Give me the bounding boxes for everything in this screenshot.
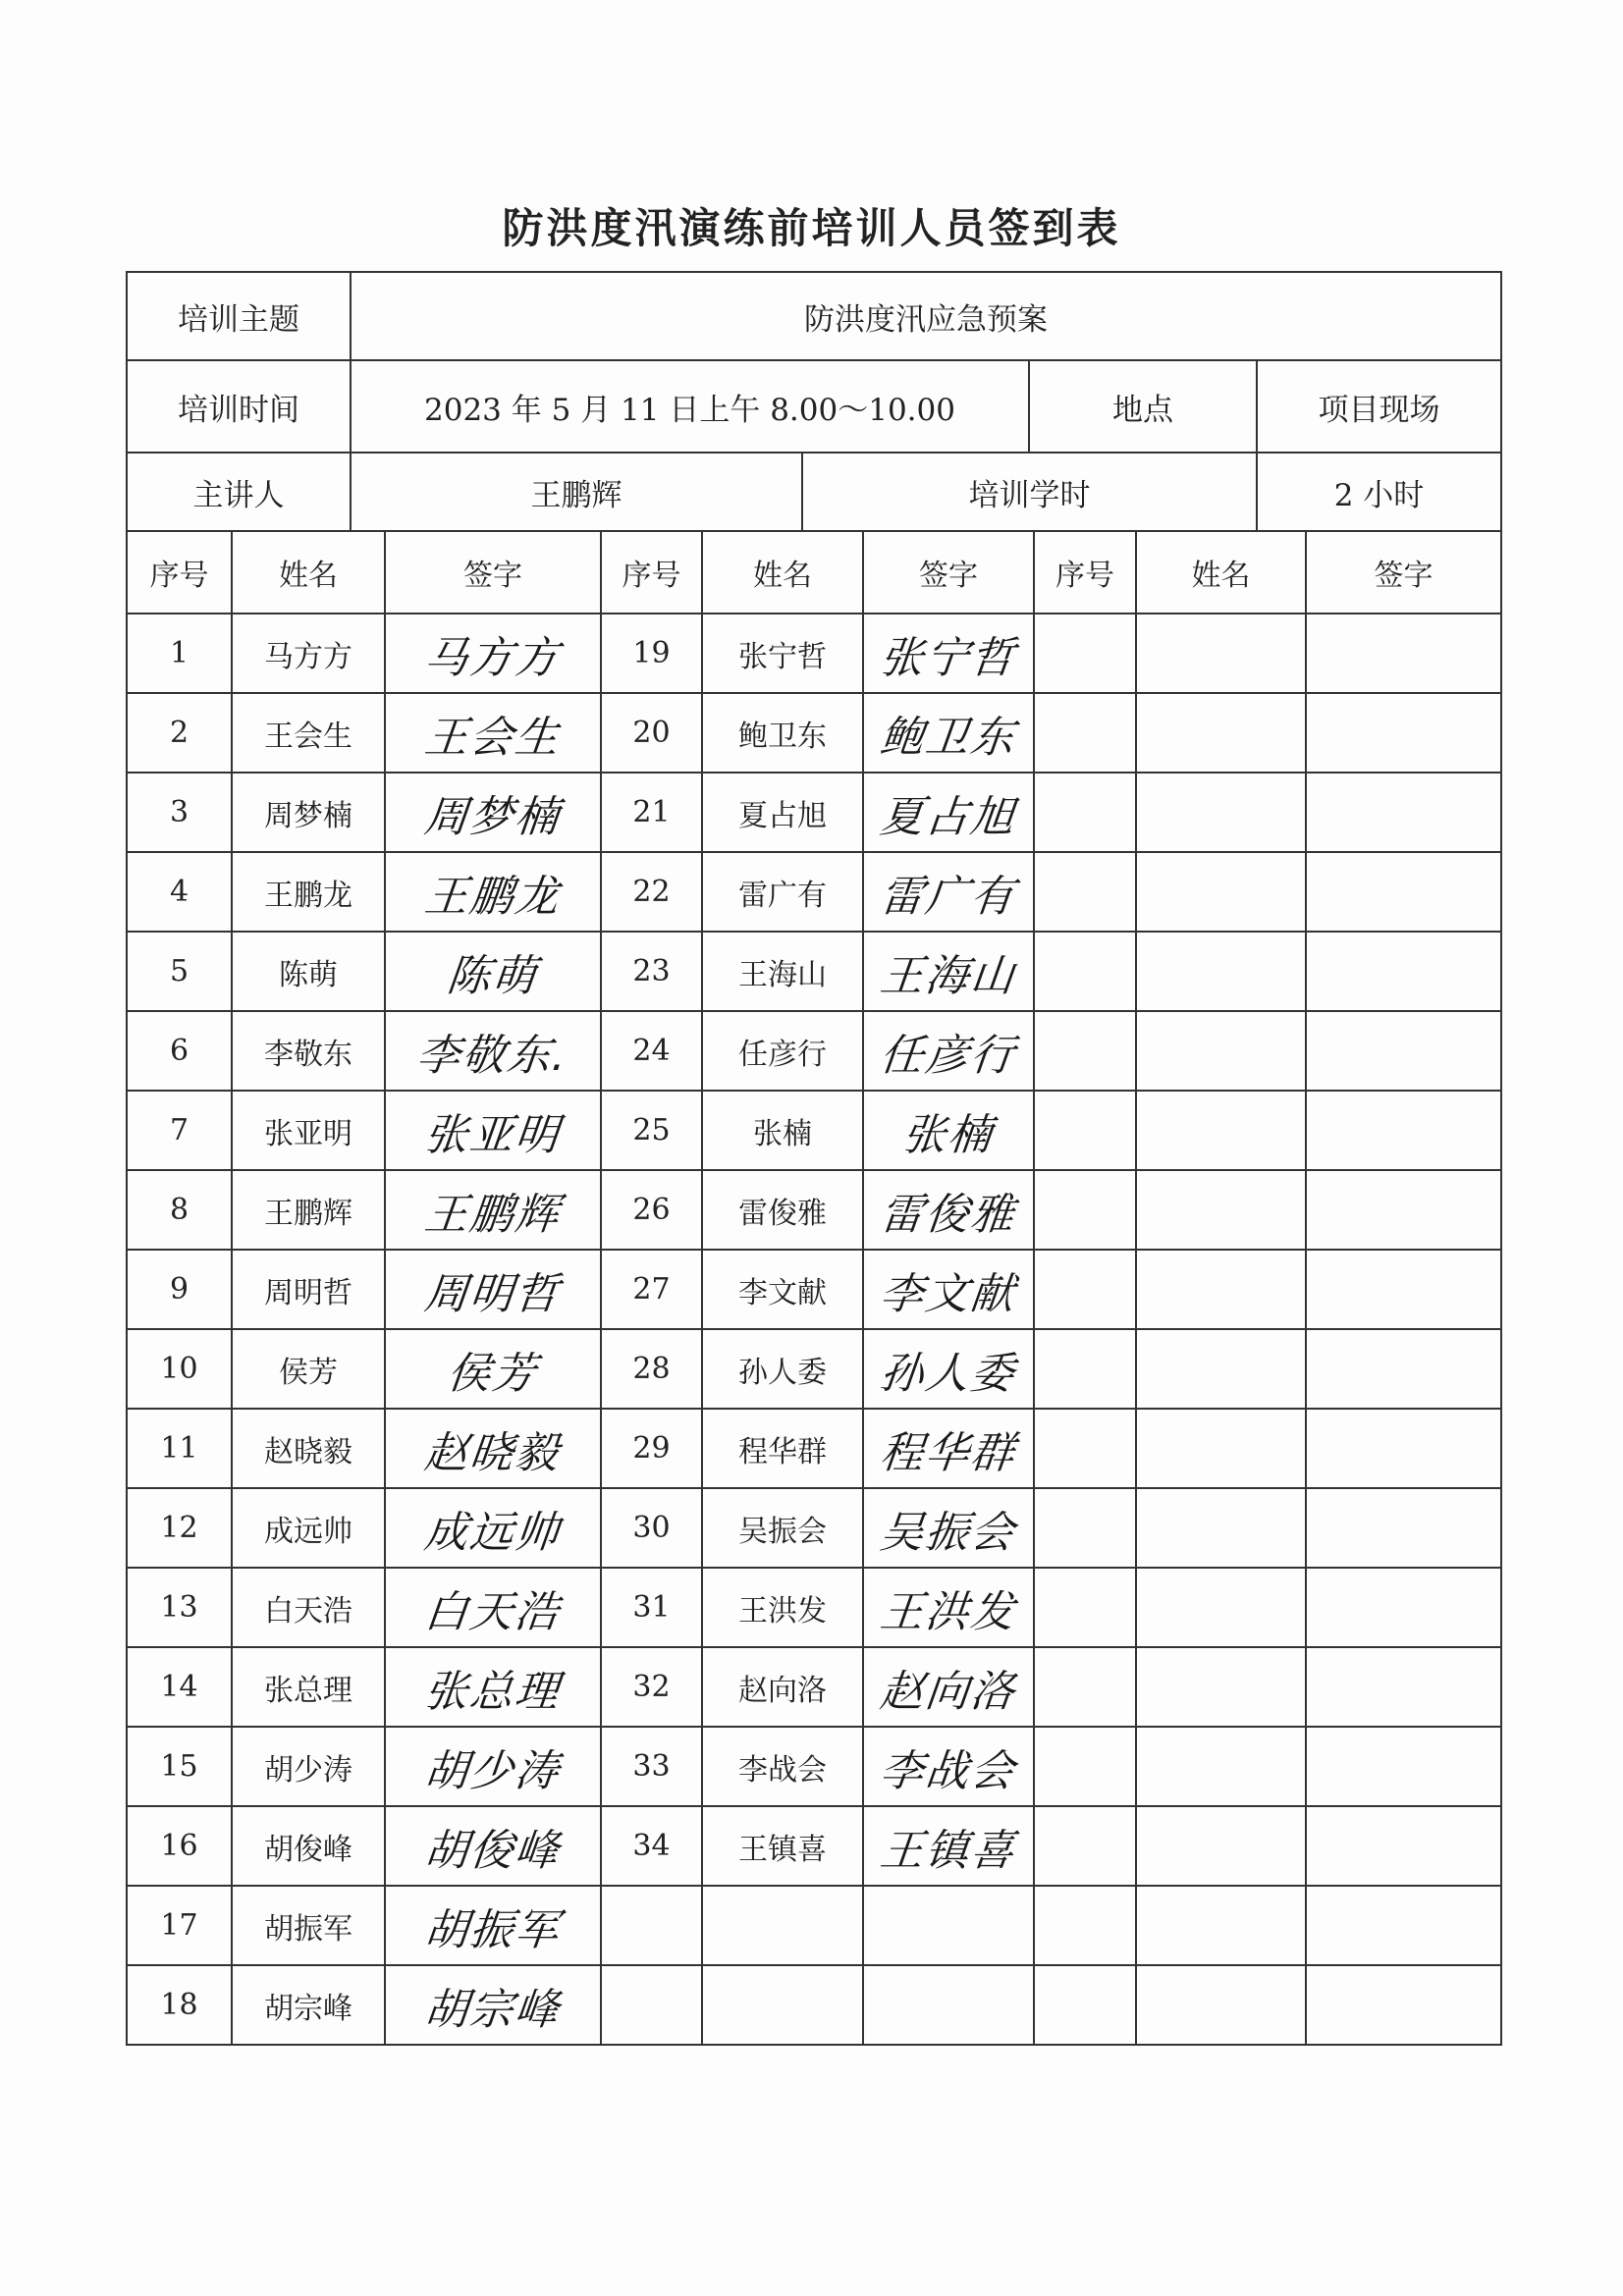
name-cell: 胡振军: [232, 1886, 385, 1965]
name-cell: [1136, 773, 1306, 852]
roster-header-row: [127, 531, 1501, 614]
page-title: 防洪度汛演练前培训人员签到表: [502, 204, 1121, 252]
name-cell: 张亚明: [232, 1091, 385, 1170]
table-row: [127, 1806, 1501, 1886]
name-cell: 雷广有: [702, 852, 863, 932]
handwritten-signature: 周明哲: [421, 1268, 564, 1319]
name-cell: 胡宗峰: [232, 1965, 385, 2045]
table-row: [127, 1011, 1501, 1091]
signature-cell: [863, 1568, 1034, 1647]
topic-value: 防洪度汛应急预案: [351, 272, 1501, 360]
seq-cell: 3: [127, 773, 232, 852]
training-info-table: [126, 271, 1502, 532]
name-cell: [1136, 1091, 1306, 1170]
seq-cell: 10: [127, 1329, 232, 1409]
signature-cell: [385, 1727, 601, 1806]
name-cell: 程华群: [702, 1409, 863, 1488]
handwritten-signature: 雷俊雅: [877, 1189, 1019, 1240]
seq-cell: 15: [127, 1727, 232, 1806]
name-cell: 侯芳: [232, 1329, 385, 1409]
name-cell: 孙人委: [702, 1329, 863, 1409]
handwritten-signature: 胡俊峰: [421, 1825, 564, 1876]
name-cell: 张总理: [232, 1647, 385, 1727]
name-cell: 周明哲: [232, 1250, 385, 1329]
seq-cell: 16: [127, 1806, 232, 1886]
handwritten-signature: 张亚明: [421, 1109, 564, 1160]
signature-cell: [1306, 1965, 1501, 2045]
name-cell: 雷俊雅: [702, 1170, 863, 1250]
signature-cell: [1306, 773, 1501, 852]
handwritten-signature: 周梦楠: [421, 791, 564, 842]
signature-cell: [1306, 932, 1501, 1011]
handwritten-signature: 王海山: [877, 950, 1019, 1001]
name-cell: [1136, 1488, 1306, 1568]
name-cell: 王洪发: [702, 1568, 863, 1647]
seq-cell: 30: [601, 1488, 702, 1568]
signature-cell: [1306, 852, 1501, 932]
seq-cell: [1034, 932, 1136, 1011]
seq-cell: [1034, 1488, 1136, 1568]
handwritten-signature: 胡少涛: [421, 1745, 564, 1796]
name-cell: 王镇喜: [702, 1806, 863, 1886]
time-value: 2023 年 5 月 11 日上午 8.00～10.00: [351, 360, 1029, 453]
header-signature: 签字: [863, 531, 1034, 614]
handwritten-signature: 马方方: [421, 632, 564, 683]
handwritten-signature: 王洪发: [877, 1586, 1019, 1637]
seq-cell: 7: [127, 1091, 232, 1170]
seq-cell: 29: [601, 1409, 702, 1488]
handwritten-signature: 孙人委: [877, 1348, 1019, 1399]
seq-cell: [1034, 1965, 1136, 2045]
table-row: [127, 1568, 1501, 1647]
name-cell: [702, 1886, 863, 1965]
seq-cell: 14: [127, 1647, 232, 1727]
table-row: [127, 1250, 1501, 1329]
table-row: [127, 1091, 1501, 1170]
handwritten-signature: 侯芳: [444, 1348, 541, 1399]
signature-cell: [1306, 1250, 1501, 1329]
name-cell: 成远帅: [232, 1488, 385, 1568]
table-row: [127, 1727, 1501, 1806]
seq-cell: 19: [601, 614, 702, 693]
signature-cell: [385, 1250, 601, 1329]
signature-cell: [1306, 1091, 1501, 1170]
name-cell: 吴振会: [702, 1488, 863, 1568]
seq-cell: 21: [601, 773, 702, 852]
table-row: [127, 1170, 1501, 1250]
header-seq: 序号: [127, 531, 232, 614]
handwritten-signature: 鲍卫东: [877, 712, 1019, 763]
signature-cell: [1306, 1409, 1501, 1488]
seq-cell: 26: [601, 1170, 702, 1250]
name-cell: [1136, 1886, 1306, 1965]
name-cell: [1136, 1250, 1306, 1329]
seq-cell: [1034, 1329, 1136, 1409]
hours-value: 2 小时: [1257, 453, 1501, 531]
signature-cell: [385, 1329, 601, 1409]
signature-cell: [1306, 1011, 1501, 1091]
name-cell: 鲍卫东: [702, 693, 863, 773]
signature-cell: [863, 1170, 1034, 1250]
topic-label: 培训主题: [127, 272, 351, 360]
seq-cell: [601, 1965, 702, 2045]
signature-cell: [863, 693, 1034, 773]
table-row: [127, 1409, 1501, 1488]
name-cell: 陈萌: [232, 932, 385, 1011]
handwritten-signature: 李敬东.: [413, 1030, 571, 1081]
signature-cell: [1306, 1886, 1501, 1965]
seq-cell: [1034, 1011, 1136, 1091]
lecturer-value: 王鹏辉: [351, 453, 802, 531]
header-signature: 签字: [385, 531, 601, 614]
handwritten-signature: 胡振军: [421, 1904, 564, 1955]
seq-cell: 32: [601, 1647, 702, 1727]
name-cell: [1136, 1170, 1306, 1250]
seq-cell: [1034, 693, 1136, 773]
time-label: 培训时间: [127, 360, 351, 453]
header-name: 姓名: [1136, 531, 1306, 614]
name-cell: 李敬东: [232, 1011, 385, 1091]
signature-cell: [385, 1568, 601, 1647]
signature-cell: [385, 1886, 601, 1965]
name-cell: 白天浩: [232, 1568, 385, 1647]
seq-cell: [1034, 1250, 1136, 1329]
signature-cell: [1306, 614, 1501, 693]
handwritten-signature: 胡宗峰: [421, 1984, 564, 2035]
table-row: [127, 932, 1501, 1011]
signature-cell: [385, 1806, 601, 1886]
handwritten-signature: 吴振会: [877, 1507, 1019, 1558]
signature-cell: [863, 1011, 1034, 1091]
handwritten-signature: 赵向洛: [877, 1666, 1019, 1717]
lecturer-label: 主讲人: [127, 453, 351, 531]
signature-cell: [863, 1091, 1034, 1170]
name-cell: [1136, 932, 1306, 1011]
name-cell: [1136, 1965, 1306, 2045]
handwritten-signature: 王鹏龙: [421, 871, 564, 922]
signature-cell: [1306, 693, 1501, 773]
signature-cell: [1306, 1727, 1501, 1806]
handwritten-signature: 程华群: [877, 1427, 1019, 1478]
handwritten-signature: 夏占旭: [877, 791, 1019, 842]
name-cell: 夏占旭: [702, 773, 863, 852]
name-cell: [1136, 1329, 1306, 1409]
seq-cell: 18: [127, 1965, 232, 2045]
table-row: [127, 1965, 1501, 2045]
signature-cell: [385, 773, 601, 852]
seq-cell: [1034, 1727, 1136, 1806]
seq-cell: 11: [127, 1409, 232, 1488]
seq-cell: 12: [127, 1488, 232, 1568]
signature-cell: [863, 1250, 1034, 1329]
seq-cell: [1034, 852, 1136, 932]
signin-roster-table: [126, 530, 1502, 2046]
handwritten-signature: 张楠: [899, 1109, 997, 1160]
signature-cell: [863, 1806, 1034, 1886]
signature-cell: [863, 1647, 1034, 1727]
table-row: [127, 773, 1501, 852]
seq-cell: 23: [601, 932, 702, 1011]
seq-cell: 24: [601, 1011, 702, 1091]
header-seq: 序号: [1034, 531, 1136, 614]
seq-cell: [601, 1886, 702, 1965]
signature-cell: [385, 1170, 601, 1250]
signature-cell: [863, 773, 1034, 852]
seq-cell: 33: [601, 1727, 702, 1806]
name-cell: [1136, 1409, 1306, 1488]
name-cell: [1136, 614, 1306, 693]
name-cell: 张楠: [702, 1091, 863, 1170]
name-cell: [1136, 1647, 1306, 1727]
seq-cell: 17: [127, 1886, 232, 1965]
signature-cell: [863, 1727, 1034, 1806]
table-row: [127, 1488, 1501, 1568]
header-signature: 签字: [1306, 531, 1501, 614]
table-row: [127, 1886, 1501, 1965]
name-cell: 李文献: [702, 1250, 863, 1329]
seq-cell: 20: [601, 693, 702, 773]
seq-cell: 1: [127, 614, 232, 693]
signature-cell: [385, 693, 601, 773]
handwritten-signature: 王会生: [421, 712, 564, 763]
name-cell: 胡少涛: [232, 1727, 385, 1806]
handwritten-signature: 成远帅: [421, 1507, 564, 1558]
name-cell: [1136, 852, 1306, 932]
name-cell: 李战会: [702, 1727, 863, 1806]
name-cell: 王海山: [702, 932, 863, 1011]
signature-cell: [385, 614, 601, 693]
handwritten-signature: 白天浩: [421, 1586, 564, 1637]
table-row: [127, 1647, 1501, 1727]
header-name: 姓名: [702, 531, 863, 614]
signature-cell: [863, 1409, 1034, 1488]
seq-cell: 27: [601, 1250, 702, 1329]
signature-cell: [863, 852, 1034, 932]
signature-cell: [1306, 1488, 1501, 1568]
signature-cell: [1306, 1170, 1501, 1250]
table-row: [127, 614, 1501, 693]
signature-cell: [385, 1965, 601, 2045]
name-cell: [1136, 1806, 1306, 1886]
signature-cell: [385, 1409, 601, 1488]
name-cell: 周梦楠: [232, 773, 385, 852]
location-label: 地点: [1029, 360, 1257, 453]
signature-cell: [385, 1011, 601, 1091]
signature-cell: [1306, 1329, 1501, 1409]
table-row: [127, 693, 1501, 773]
seq-cell: [1034, 1647, 1136, 1727]
seq-cell: [1034, 773, 1136, 852]
seq-cell: 9: [127, 1250, 232, 1329]
name-cell: 任彦行: [702, 1011, 863, 1091]
seq-cell: 25: [601, 1091, 702, 1170]
seq-cell: 8: [127, 1170, 232, 1250]
handwritten-signature: 王镇喜: [877, 1825, 1019, 1876]
name-cell: 马方方: [232, 614, 385, 693]
name-cell: 王鹏龙: [232, 852, 385, 932]
signature-cell: [863, 932, 1034, 1011]
handwritten-signature: 李战会: [877, 1745, 1019, 1796]
signature-cell: [385, 1647, 601, 1727]
seq-cell: [1034, 1886, 1136, 1965]
handwritten-signature: 李文献: [877, 1268, 1019, 1319]
location-value: 项目现场: [1257, 360, 1501, 453]
handwritten-signature: 雷广有: [877, 871, 1019, 922]
table-row: [127, 1329, 1501, 1409]
seq-cell: 2: [127, 693, 232, 773]
seq-cell: [1034, 614, 1136, 693]
name-cell: 王会生: [232, 693, 385, 773]
signature-cell: [385, 1488, 601, 1568]
signature-cell: [1306, 1568, 1501, 1647]
handwritten-signature: 任彦行: [877, 1030, 1019, 1081]
seq-cell: [1034, 1806, 1136, 1886]
seq-cell: [1034, 1170, 1136, 1250]
signature-cell: [863, 1886, 1034, 1965]
hours-label: 培训学时: [802, 453, 1257, 531]
name-cell: [702, 1965, 863, 2045]
seq-cell: 4: [127, 852, 232, 932]
name-cell: [1136, 1727, 1306, 1806]
name-cell: [1136, 1011, 1306, 1091]
name-cell: 张宁哲: [702, 614, 863, 693]
seq-cell: 31: [601, 1568, 702, 1647]
signature-cell: [1306, 1647, 1501, 1727]
seq-cell: 5: [127, 932, 232, 1011]
name-cell: 胡俊峰: [232, 1806, 385, 1886]
name-cell: [1136, 1568, 1306, 1647]
signature-cell: [863, 614, 1034, 693]
name-cell: 赵晓毅: [232, 1409, 385, 1488]
seq-cell: 13: [127, 1568, 232, 1647]
signature-cell: [385, 932, 601, 1011]
seq-cell: 34: [601, 1806, 702, 1886]
signature-cell: [863, 1488, 1034, 1568]
seq-cell: [1034, 1091, 1136, 1170]
handwritten-signature: 赵晓毅: [421, 1427, 564, 1478]
seq-cell: [1034, 1409, 1136, 1488]
header-seq: 序号: [601, 531, 702, 614]
name-cell: 赵向洛: [702, 1647, 863, 1727]
signature-cell: [385, 852, 601, 932]
signature-cell: [863, 1965, 1034, 2045]
handwritten-signature: 陈萌: [444, 950, 541, 1001]
seq-cell: [1034, 1568, 1136, 1647]
seq-cell: 28: [601, 1329, 702, 1409]
handwritten-signature: 张宁哲: [877, 632, 1019, 683]
signature-cell: [863, 1329, 1034, 1409]
signature-cell: [385, 1091, 601, 1170]
name-cell: [1136, 693, 1306, 773]
header-name: 姓名: [232, 531, 385, 614]
handwritten-signature: 张总理: [421, 1666, 564, 1717]
seq-cell: 6: [127, 1011, 232, 1091]
seq-cell: 22: [601, 852, 702, 932]
handwritten-signature: 王鹏辉: [421, 1189, 564, 1240]
table-row: [127, 852, 1501, 932]
name-cell: 王鹏辉: [232, 1170, 385, 1250]
signature-cell: [1306, 1806, 1501, 1886]
